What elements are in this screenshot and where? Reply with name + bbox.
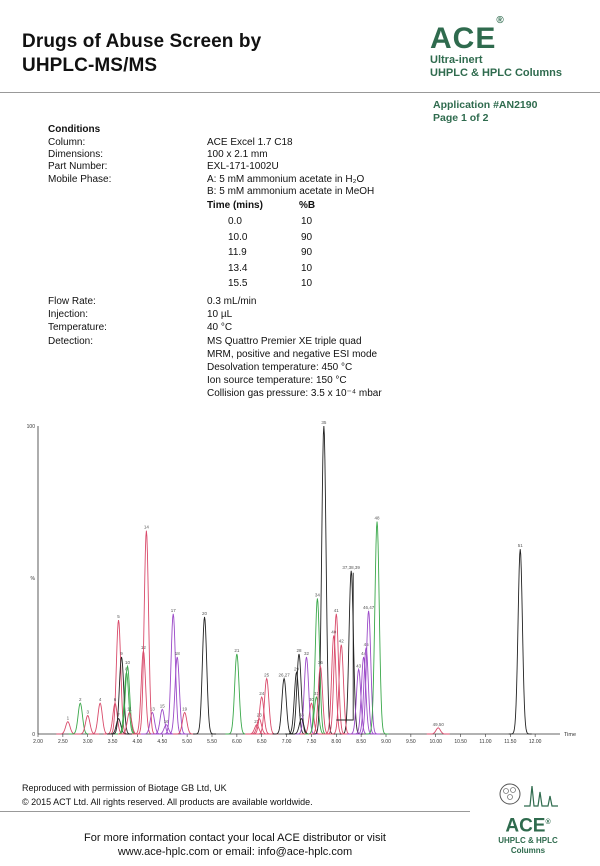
peak-label: 3: [86, 709, 89, 715]
condition-value: A: 5 mM ammonium acetate in H₂O: [207, 173, 365, 185]
peak-label: 4: [98, 697, 102, 703]
gradient-b-cell: 90: [301, 231, 313, 243]
gradient-time-cell: 13.4: [228, 262, 248, 274]
footer-logo-sub-1: UHPLC & HPLC: [498, 836, 558, 846]
peak-label: 21: [234, 647, 240, 653]
condition-label: Dimensions:: [48, 149, 104, 161]
gradient-b-cell: 10: [301, 216, 313, 227]
peak-label: 12: [140, 644, 146, 650]
copyright-note: © 2015 ACT Ltd. All rights reserved. All products are available worldwide.: [22, 797, 313, 807]
peak-label: 19: [182, 706, 188, 712]
condition-label: Flow Rate:: [48, 296, 96, 307]
peak-label: 24: [259, 691, 265, 697]
gradient-b-cell: 10: [301, 262, 313, 274]
x-tick-label: 5.00: [182, 739, 193, 745]
page-number: Page 1 of 2: [433, 112, 489, 124]
peak-label: 33: [298, 712, 304, 718]
footer-logo: [478, 780, 578, 856]
peak-label: 29: [294, 666, 300, 672]
application-number: Application #AN2190: [433, 99, 538, 111]
x-tick-label: 11.50: [504, 739, 517, 745]
title-line-1: Drugs of Abuse Screen by: [22, 31, 262, 52]
peak-2: [66, 703, 92, 734]
peak-18: [163, 657, 189, 734]
peak-label: 41: [333, 607, 339, 613]
condition-value: 100 x 2.1 mm: [207, 149, 268, 161]
page-title: [22, 30, 261, 78]
contact-info: [0, 831, 470, 859]
peak-label: 5: [117, 614, 120, 620]
gradient-header-time: Time (mins): [207, 200, 263, 211]
peak-1: [56, 722, 79, 734]
gradient-time-cell: 0.0: [228, 216, 242, 227]
application-info: [433, 99, 537, 125]
condition-value: 0.3 mL/min: [207, 296, 257, 307]
x-tick-label: 12.00: [528, 739, 542, 745]
peak-37-38-39: [340, 571, 363, 734]
condition-value: ACE Excel 1.7 C18: [207, 137, 293, 148]
condition-label: Mobile Phase:: [48, 173, 112, 185]
x-tick-label: 7.50: [306, 739, 317, 745]
x-tick-label: 11.00: [479, 739, 492, 745]
peak-label: 2: [78, 697, 82, 703]
peak-label: 44: [361, 651, 367, 656]
peak-label: 45: [363, 641, 369, 647]
x-tick-label: 3.00: [82, 739, 93, 745]
x-tick-label: 6.50: [256, 739, 267, 745]
footer-divider: [0, 811, 470, 812]
x-tick-label: 8.00: [331, 739, 342, 745]
gradient-time-cell: 10.0: [228, 231, 248, 243]
x-tick-label: 9.00: [381, 739, 391, 745]
x-tick-label: 10.50: [454, 739, 467, 745]
peak-label: 9: [120, 651, 123, 656]
peak-label: 15: [159, 703, 165, 709]
y-tick-label: 0: [32, 732, 35, 738]
ace-logo: [430, 15, 580, 80]
x-tick-label: 2.00: [33, 739, 43, 745]
x-tick-label: 5.50: [207, 739, 217, 745]
footer-logo-registered-mark: ®: [545, 819, 551, 826]
y-tick-label: %: [30, 576, 35, 582]
condition-value: B: 5 mM ammonium acetate in MeOH: [207, 185, 375, 197]
x-tick-label: 6.00: [231, 739, 242, 745]
peak-label: 46,47: [362, 604, 375, 610]
condition-value: MRM, positive and negative ESI mode: [207, 348, 378, 360]
header-divider: [0, 92, 600, 93]
condition-value: MS Quattro Premier XE triple quad: [207, 335, 362, 347]
condition-label: Part Number:: [48, 161, 108, 173]
y-tick-label: 100: [26, 424, 35, 430]
peak-label: 42: [338, 638, 344, 644]
peak-label: 35: [321, 420, 327, 425]
contact-line-1: For more information contact your local ACE distributor or visit: [83, 832, 386, 844]
peak-label: 13: [149, 706, 155, 712]
peak-label: 14: [143, 524, 149, 530]
peak-label: 11: [127, 706, 132, 712]
peak-label: 20: [202, 610, 208, 616]
peak-label: 31: [313, 691, 319, 697]
peak-label: 16: [163, 718, 169, 724]
condition-label: Detection:: [48, 335, 94, 347]
peak-label: 6: [113, 697, 117, 703]
peak-label: 7: [117, 712, 120, 718]
x-tick-label: 10.00: [429, 739, 442, 745]
condition-value: Desolvation temperature: 450 °C: [207, 362, 353, 373]
condition-label: Injection:: [48, 309, 89, 321]
peak-label: 43: [356, 663, 362, 669]
peak-label: 32: [303, 651, 309, 656]
peak-label: 37,38,39: [342, 564, 360, 570]
peak-35: [312, 426, 335, 734]
peak-label: 1: [66, 715, 70, 721]
condition-value: 10 µL: [207, 309, 233, 321]
x-axis-label: Time: [564, 732, 577, 738]
peak-49-50: [427, 728, 450, 734]
peak-label: 26,27: [278, 672, 290, 678]
peak-label: 10: [124, 660, 130, 666]
x-tick-label: 3.50: [107, 739, 118, 745]
peak-label: 22: [254, 718, 260, 724]
condition-value: Ion source temperature: 150 °C: [207, 375, 347, 387]
x-tick-label: 4.50: [157, 739, 168, 745]
x-tick-label: 7.00: [281, 739, 292, 745]
logo-word: ACE: [430, 22, 497, 55]
peak-46-47: [357, 611, 380, 734]
title-line-2: UHPLC-MS/MS: [22, 55, 158, 76]
gradient-time-cell: 11.9: [228, 247, 247, 258]
peak-label: 8: [125, 666, 128, 672]
peak-4: [89, 703, 112, 734]
conditions-title: Conditions: [48, 124, 101, 135]
peak-label: 23: [256, 712, 262, 718]
peak-31: [305, 697, 328, 734]
logo-registered-mark: ®: [496, 15, 505, 26]
peak-19: [173, 712, 196, 734]
peak-20: [193, 617, 216, 734]
contact-line-2: www.ace-hplc.com or email: info@ace-hplc.com: [117, 846, 353, 858]
x-tick-label: 2.50: [57, 739, 68, 745]
gradient-b-cell: 10: [301, 278, 313, 289]
x-tick-label: 4.00: [132, 739, 143, 745]
gradient-b-cell: 90: [301, 247, 313, 258]
peak-21: [225, 654, 248, 734]
chromatogram-logo-icon: [496, 780, 560, 808]
peak-label: 51: [517, 543, 523, 549]
permission-note: Reproduced with permission of Biotage GB Ltd, UK: [22, 783, 227, 793]
logo-sub-1: Ultra-inert: [430, 54, 483, 66]
condition-label: Column:: [48, 137, 86, 148]
footer-logo-sub-2: Columns: [510, 846, 546, 856]
gradient-header-b: %B: [299, 200, 316, 211]
footer-logo-word: ACE: [505, 815, 546, 837]
peak-label: 28: [296, 647, 302, 653]
x-tick-label: 9.50: [405, 739, 416, 745]
gradient-time-cell: 15.5: [228, 278, 248, 289]
peak-label: 36: [317, 660, 323, 666]
chromatogram-chart: [26, 418, 590, 748]
peak-label: 40: [331, 629, 337, 635]
peak-label: 30: [308, 697, 314, 703]
logo-sub-2: UHPLC & HPLC Columns: [430, 67, 562, 79]
peak-label: 18: [174, 651, 180, 656]
peak-25: [255, 679, 278, 734]
peak-label: 49,50: [432, 721, 444, 727]
peak-label: 17: [170, 607, 176, 613]
condition-value: EXL-171-1002U: [207, 161, 279, 173]
peak-label: 25: [264, 672, 270, 678]
peak-label: 48: [374, 515, 380, 521]
peak-label: 34: [314, 592, 320, 598]
condition-value: Collision gas pressure: 3.5 x 10⁻⁴ mbar: [207, 388, 382, 400]
condition-value: 40 °C: [207, 322, 233, 334]
peak-51: [509, 549, 532, 734]
condition-label: Temperature:: [48, 322, 107, 334]
x-tick-label: 8.50: [356, 739, 367, 745]
